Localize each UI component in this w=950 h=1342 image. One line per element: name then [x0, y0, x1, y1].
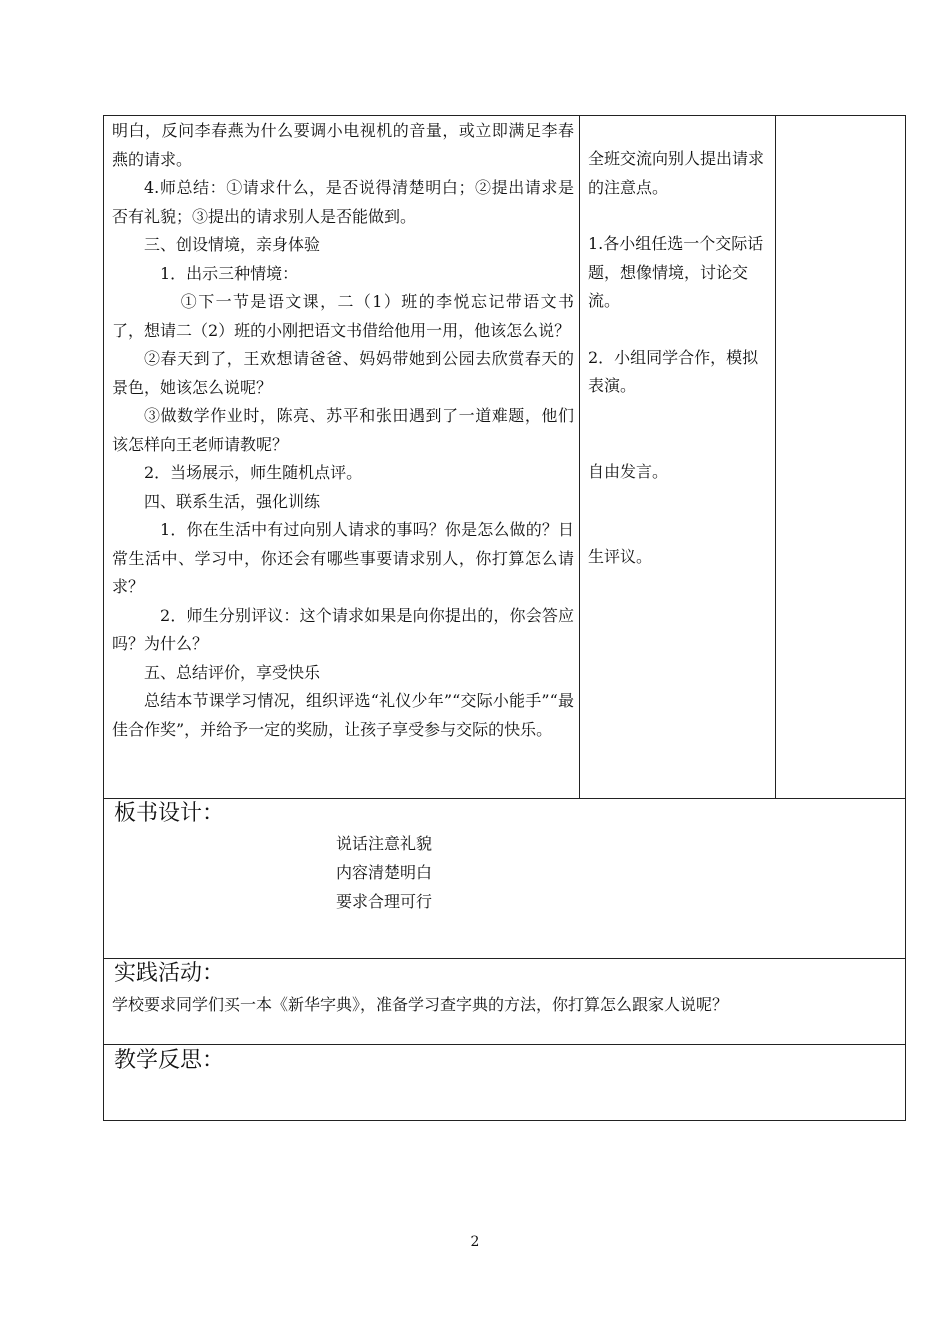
board-design-content [336, 829, 432, 916]
student-activity: 生评议。 [588, 547, 653, 566]
process-paragraph: 4.师总结：①请求什么，是否说得清楚明白；②提出请求是否有礼貌；③提出的请求别人是否能做到。 [112, 178, 574, 226]
section-heading: 五、总结评价，享受快乐 [144, 662, 321, 682]
practice-activity-text: 学校要求同学们买一本《新华字典》，准备学习查字典的方法，你打算怎么跟家人说呢？ [112, 995, 729, 1014]
process-paragraph: 1．出示三种情境： [160, 263, 299, 283]
board-line: 说话注意礼貌 [336, 834, 433, 853]
column-divider-1 [579, 116, 580, 798]
board-line: 要求合理可行 [336, 892, 433, 911]
process-paragraph: ②春天到了，王欢想请爸爸、妈妈带她到公园去欣赏春天的景色，她该怎么说呢？ [112, 349, 574, 397]
lesson-plan-table [103, 115, 906, 1121]
process-paragraph: 2．当场展示，师生随机点评。 [144, 463, 363, 482]
section-heading: 四、联系生活，强化训练 [144, 491, 321, 511]
reflection-title: 教学反思： [114, 1048, 225, 1073]
process-paragraph: 明白，反问李春燕为什么要调小电视机的音量，或立即满足李春燕的请求。 [112, 121, 574, 169]
process-paragraph: 2．师生分别评议：这个请求如果是向你提出的，你会答应吗？为什么？ [112, 605, 574, 653]
student-activity: 自由发言。 [588, 461, 669, 481]
process-paragraph: ③做数学作业时，陈亮、苏平和张田遇到了一道难题，他们该怎样向王老师请教呢？ [112, 406, 574, 454]
student-activity: 1.各小组任选一个交际话题，想像情境，讨论交流。 [588, 234, 764, 310]
teaching-process-cell [112, 117, 574, 744]
section-heading: 三、创设情境，亲身体验 [144, 235, 321, 254]
row-divider [104, 958, 905, 959]
process-paragraph: ①下一节是语文课，二（1）班的李悦忘记带语文书了，想请二（2）班的小刚把语文书借给他用一用，他该怎么说？ [112, 292, 574, 340]
board-design-title: 板书设计： [114, 801, 225, 826]
process-paragraph: 总结本节课学习情况，组织评选“礼仪少年”“交际小能手”“最佳合作奖”，并给予一定的奖励，让孩子享受参与交际的快乐。 [112, 691, 574, 739]
practice-activity-title: 实践活动： [114, 961, 225, 986]
student-activity-cell [588, 117, 773, 572]
row-divider [104, 1044, 905, 1045]
column-divider-2 [775, 116, 776, 798]
student-activity: 2．小组同学合作，模拟表演。 [588, 347, 759, 395]
row-divider [104, 798, 905, 799]
process-paragraph: 1．你在生活中有过向别人请求的事吗？你是怎么做的？日常生活中、学习中，你还会有哪些事要请求别人，你打算怎么请求？ [112, 520, 574, 596]
student-activity: 全班交流向别人提出请求的注意点。 [588, 149, 765, 197]
board-line: 内容清楚明白 [336, 863, 433, 882]
page-number: 2 [470, 1234, 480, 1250]
